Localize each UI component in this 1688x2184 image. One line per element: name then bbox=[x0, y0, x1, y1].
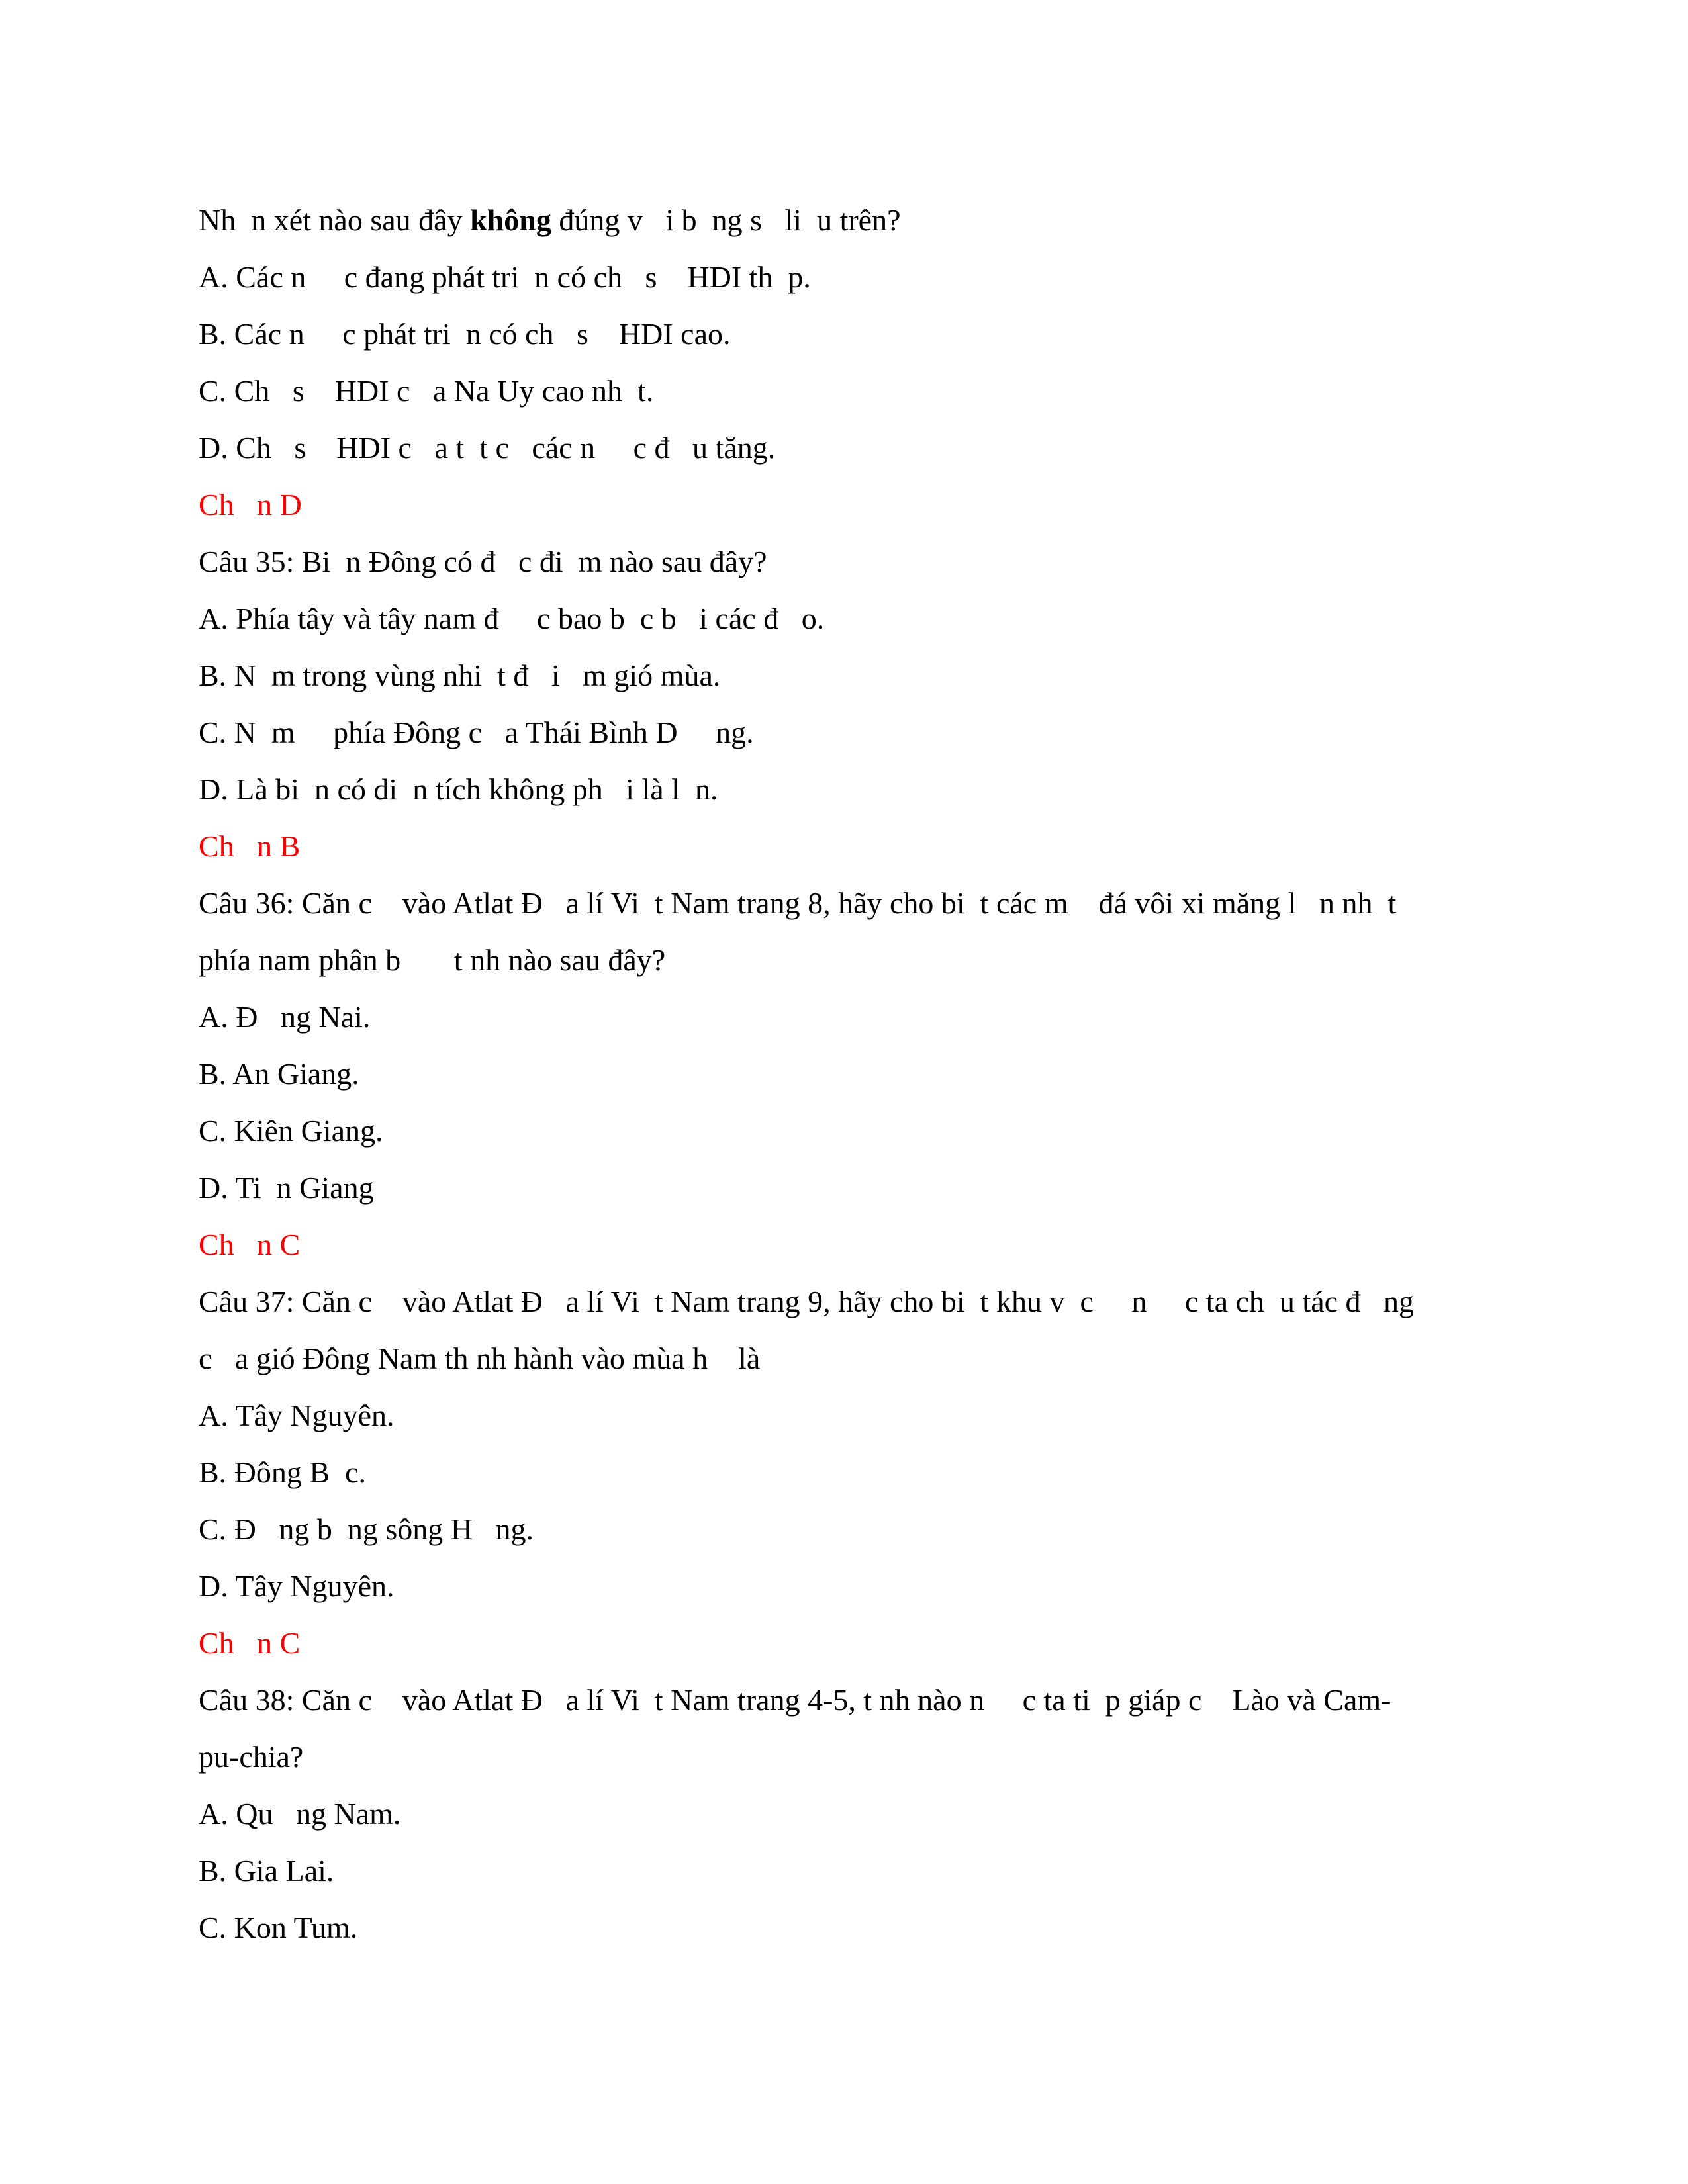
q36-option-a: A. Đ ng Nai. bbox=[199, 1000, 371, 1034]
q35-answer: Ch n B bbox=[199, 829, 301, 863]
q36-answer: Ch n C bbox=[199, 1228, 301, 1261]
question-text-pre: Nh n xét nào sau đây bbox=[199, 203, 471, 237]
question-37-line-2: c a gió Đông Nam th nh hành vào mùa h là bbox=[199, 1342, 761, 1375]
q37-option-a: A. Tây Nguyên. bbox=[199, 1398, 395, 1432]
q38-option-b: B. Gia Lai. bbox=[199, 1854, 334, 1888]
option-c: C. Ch s HDI c a Na Uy cao nh t. bbox=[199, 374, 654, 408]
q35-option-a: A. Phía tây và tây nam đ c bao b c b i các đ o. bbox=[199, 602, 825, 635]
option-a: A. Các n c đang phát tri n có ch s HDI th p. bbox=[199, 260, 811, 294]
question-text bbox=[199, 192, 1496, 249]
q37-option-b: B. Đông B c. bbox=[199, 1455, 366, 1489]
question-38-line-1: Câu 38: Căn c vào Atlat Đ a lí Vi t Nam trang 4-5, t nh nào n c ta ti p giáp c Lào và Cam- bbox=[199, 1683, 1391, 1717]
question-37-line-1: Câu 37: Căn c vào Atlat Đ a lí Vi t Nam trang 9, hãy cho bi t khu v c n c ta ch u tác đ ng bbox=[199, 1285, 1415, 1318]
q36-option-c: C. Kiên Giang. bbox=[199, 1114, 383, 1148]
question-36-line-2: phía nam phân b t nh nào sau đây? bbox=[199, 943, 666, 977]
question-text-emphasis: không bbox=[470, 203, 551, 237]
q37-option-d: D. Tây Nguyên. bbox=[199, 1569, 395, 1603]
q36-option-b: B. An Giang. bbox=[199, 1057, 359, 1091]
q38-option-a: A. Qu ng Nam. bbox=[199, 1797, 401, 1831]
question-36-line-1: Câu 36: Căn c vào Atlat Đ a lí Vi t Nam trang 8, hãy cho bi t các m đá vôi xi măng l n nh t bbox=[199, 886, 1397, 920]
q35-option-d: D. Là bi n có di n tích không ph i là l n. bbox=[199, 772, 718, 806]
option-d: D. Ch s HDI c a t t c các n c đ u tăng. bbox=[199, 431, 776, 465]
q35-option-b: B. N m trong vùng nhi t đ i m gió mùa. bbox=[199, 659, 721, 692]
q35-option-c: C. N m phía Đông c a Thái Bình D ng. bbox=[199, 715, 754, 749]
question-text-post: đúng v i b ng s li u trên? bbox=[551, 203, 901, 237]
q37-answer: Ch n C bbox=[199, 1626, 301, 1660]
question-38-line-2: pu-chia? bbox=[199, 1740, 304, 1774]
q36-option-d: D. Ti n Giang bbox=[199, 1171, 374, 1205]
q38-option-c: C. Kon Tum. bbox=[199, 1911, 358, 1944]
option-b: B. Các n c phát tri n có ch s HDI cao. bbox=[199, 317, 731, 351]
question-35: Câu 35: Bi n Đông có đ c đi m nào sau đây? bbox=[199, 545, 767, 578]
answer-label: Ch n D bbox=[199, 488, 302, 522]
document-page bbox=[199, 192, 1496, 1956]
q37-option-c: C. Đ ng b ng sông H ng. bbox=[199, 1512, 534, 1546]
